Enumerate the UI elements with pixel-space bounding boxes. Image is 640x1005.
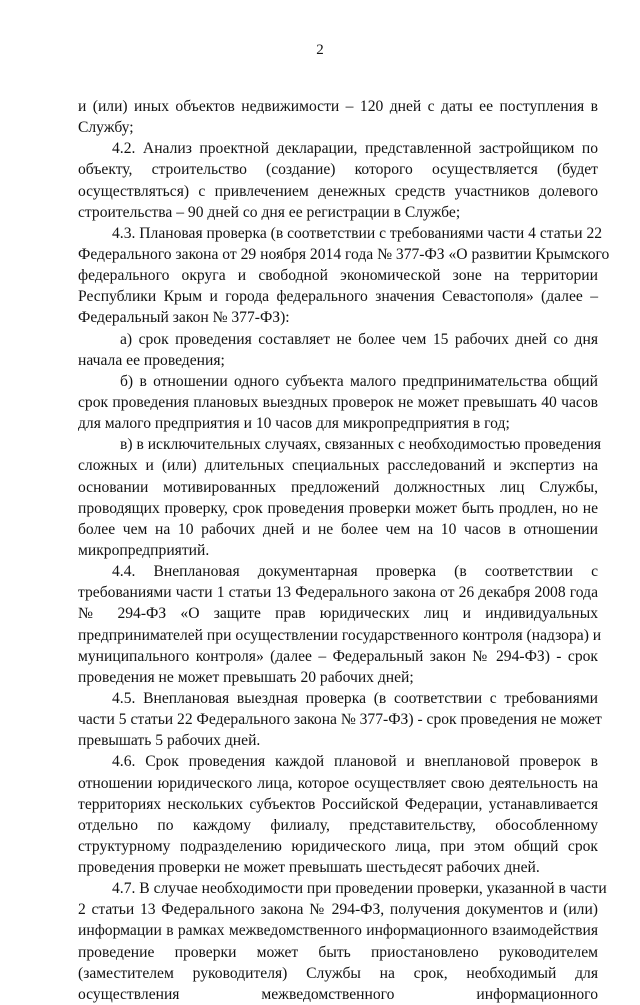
text-line: в) в исключительных случаях, связанных с необходимостью проведения [120, 436, 602, 454]
text-line: Федеральный закон № 377-ФЗ): [78, 309, 290, 327]
text-line: 4.3. Плановая проверка (в соответствии с требованиями части 4 статьи 22 [112, 224, 603, 242]
paragraph-p-4-5 [78, 688, 602, 751]
paragraph-p-4-2 [78, 138, 598, 223]
text-line: а) срок проведения составляет не более чем 15 рабочих дней со дня [120, 330, 598, 348]
text-line: Службу; [78, 119, 134, 137]
text-line: основании мотивированных предложений должностных лиц Службы, [78, 478, 598, 496]
text-line: части 5 статьи 22 Федерального закона № 377-ФЗ) - срок проведения не может [78, 711, 602, 729]
text-line: 4.2. Анализ проектной декларации, представленной застройщиком по [112, 140, 598, 158]
text-line: проведения проверки не может превышать шестьдесят рабочих дней. [78, 859, 540, 877]
paragraph-p-4-4 [78, 561, 602, 688]
paragraph-p-4-3-v [78, 434, 602, 561]
text-line: осуществляться) с привлечением денежных средств участников долевого [78, 182, 598, 200]
text-line: более чем на 10 рабочих дней и не более чем на 10 часов в отношении [78, 520, 598, 538]
text-line: Республики Крым и города федерального значения Севастополя» (далее – [78, 288, 598, 306]
text-line: территориях нескольких субъектов Российской Федерации, устанавливается [78, 795, 598, 813]
text-line: осуществления межведомственного информационного [78, 985, 598, 1003]
text-line: сложных и (или) длительных специальных расследований и экспертиз на [78, 457, 598, 475]
text-line: превышать 5 рабочих дней. [78, 732, 261, 750]
text-line: отдельно по каждому филиалу, представительству, обособленному [78, 816, 598, 834]
text-line: б) в отношении одного субъекта малого предпринимательства общий [120, 372, 598, 390]
text-line: проведение проверки может быть приостановлено руководителем [78, 943, 598, 961]
text-line: информации в рамках межведомственного информационного взаимодействия [78, 922, 598, 940]
text-line: 4.6. Срок проведения каждой плановой и внеплановой проверок в [112, 753, 598, 771]
text-line: федерального округа и свободной экономической зоне на территории [78, 267, 598, 285]
paragraph-p-4-3-a [78, 329, 598, 371]
text-line: 4.4. Внеплановая документарная проверка (в соответствии с [112, 563, 598, 581]
document-body [78, 96, 610, 1005]
text-line: структурному подразделению юридического лица, при этом общий срок [78, 837, 598, 855]
text-line: строительства – 90 дней со дня ее регистрации в Службе; [78, 203, 461, 221]
text-line: Федерального закона от 29 ноября 2014 года № 377-ФЗ «О развитии Крымского [78, 245, 610, 263]
paragraph-p-cont [78, 96, 598, 138]
text-line: 4.7. В случае необходимости при проведении проверки, указанной в части [112, 880, 607, 898]
text-line: № 294-ФЗ «О защите прав юридических лиц и индивидуальных [78, 605, 598, 623]
text-line: объекту, строительство (создание) которого осуществляется (будет [78, 161, 598, 179]
page-number: 2 [316, 42, 324, 58]
text-line: проведения не может превышать 20 рабочих дней; [78, 668, 414, 686]
text-line: требованиями части 1 статьи 13 Федерального закона от 26 декабря 2008 года [78, 584, 598, 602]
text-line: для малого предприятия и 10 часов для микропредприятия в год; [78, 415, 510, 433]
paragraph-p-4-3 [78, 223, 610, 329]
text-line: 4.5. Внеплановая выездная проверка (в соответствии с требованиями [112, 689, 598, 707]
text-line: отношении юридического лица, которое осуществляет свою деятельность на [78, 774, 598, 792]
paragraph-p-4-6 [78, 751, 598, 878]
text-line: срок проведения плановых выездных проверок не может превышать 40 часов [78, 393, 598, 411]
text-line: муниципального контроля» (далее – Федеральный закон № 294-ФЗ) - срок [78, 647, 598, 665]
paragraph-p-4-3-b [78, 371, 598, 434]
text-line: начала ее проведения; [78, 351, 225, 369]
text-line: микропредприятий. [78, 541, 210, 559]
text-line: и (или) иных объектов недвижимости – 120 дней с даты ее поступления в [78, 98, 598, 115]
text-line: проводящих проверку, срок проведения проверки может быть продлен, но не [78, 499, 598, 517]
text-line: предпринимателей при осуществлении государственного контроля (надзора) и [78, 626, 602, 644]
paragraph-p-4-7 [78, 878, 607, 1005]
text-line: 2 статьи 13 Федерального закона № 294-ФЗ, получения документов и (или) [78, 901, 598, 919]
text-line: (заместителем руководителя) Службы на срок, необходимый для [78, 964, 598, 982]
